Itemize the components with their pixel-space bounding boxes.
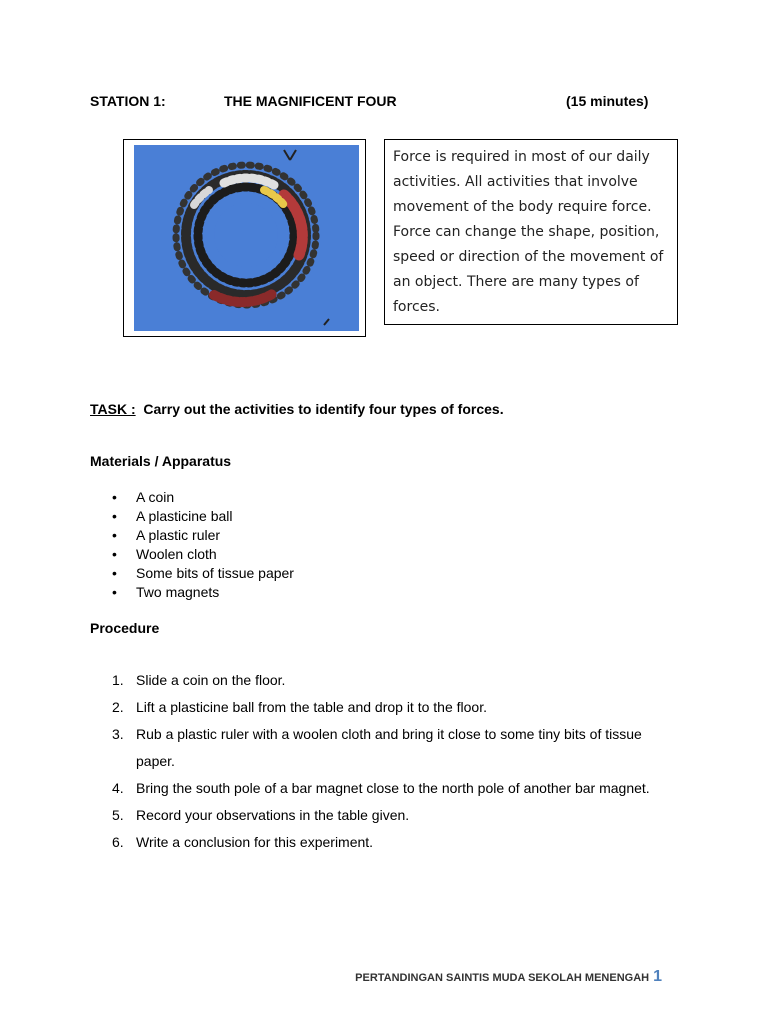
task-text: Carry out the activities to identify four types of forces. (143, 401, 504, 417)
footer-text: PERTANDINGAN SAINTIS MUDA SEKOLAH MENENGAH (355, 972, 650, 984)
step-text: Record your observations in the table given. (136, 807, 410, 823)
step-number: 6. (112, 834, 124, 850)
procedure-steps (112, 667, 672, 856)
step-number: 2. (112, 699, 124, 715)
station-duration: (15 minutes) (566, 93, 649, 109)
station-label: STATION 1: (90, 93, 166, 109)
materials-list (112, 488, 294, 602)
materials-heading: Materials / Apparatus (90, 453, 232, 469)
list-item: • Some bits of tissue paper (112, 564, 294, 583)
step-number: 5. (112, 807, 124, 823)
procedure-step (112, 802, 672, 829)
step-text: Lift a plasticine ball from the table and drop it to the floor. (136, 699, 487, 715)
step-number: 4. (112, 780, 124, 796)
step-text: Rub a plastic ruler with a woolen cloth and bring it close to some tiny bits of tissue paper. (136, 726, 642, 769)
step-text: Bring the south pole of a bar magnet close to the north pole of another bar magnet. (136, 780, 650, 796)
step-text: Write a conclusion for this experiment. (136, 834, 374, 850)
list-item: • Woolen cloth (112, 545, 294, 564)
step-number: 3. (112, 726, 124, 742)
list-item: • A plastic ruler (112, 526, 294, 545)
procedure-step (112, 721, 672, 775)
step-number: 1. (112, 672, 124, 688)
task-line (90, 401, 504, 417)
procedure-step (112, 829, 672, 856)
skydivers-ring-illustration (134, 145, 359, 331)
step-text: Slide a coin on the floor. (136, 672, 286, 688)
station-title: THE MAGNIFICENT FOUR (224, 93, 397, 109)
procedure-step (112, 775, 672, 802)
list-item: • A coin (112, 488, 294, 507)
procedure-step (112, 694, 672, 721)
procedure-heading: Procedure (90, 620, 160, 636)
page-footer (355, 968, 662, 986)
list-item: • Two magnets (112, 583, 294, 602)
procedure-step (112, 667, 672, 694)
page-number: 1 (653, 968, 662, 985)
intro-text: Force is required in most of our daily activities. All activities that involve movement of the body require force. Force can change the shape, position, speed or direction of the movement of an object. There are many types of forces. (393, 149, 664, 315)
task-label: TASK : (90, 401, 136, 417)
list-item: • A plasticine ball (112, 507, 294, 526)
intro-text-box (384, 139, 678, 325)
photo-frame (123, 139, 366, 337)
skydivers-formation-photo (134, 145, 359, 331)
